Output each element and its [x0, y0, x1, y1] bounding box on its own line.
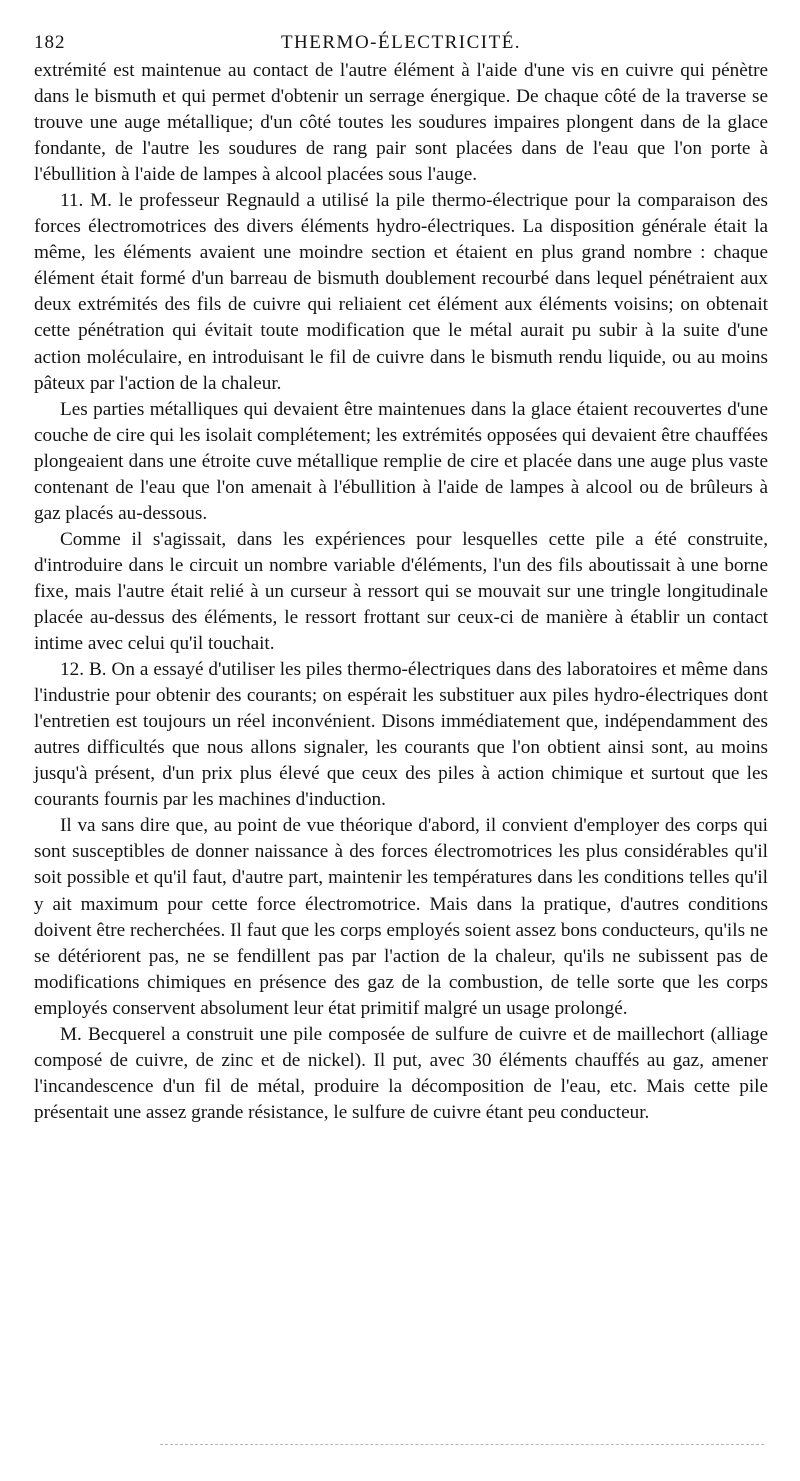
paragraph-section-12: 12. B. On a essayé d'utiliser les piles thermo-électriques dans des laboratoires et même dans l'industrie pour obtenir des courants; on espérait les substituer aux piles hydro-électriques dont l'entretien est toujours un réel inconvénient. Disons immédiatement que, indépendamment des autres difficultés que nous allons signaler, les courants que l'on obtient ainsi sont, au moins jusqu'à présent, d'un prix plus élevé que ceux des piles à action chimique et surtout que les courants fournis par les machines d'induction. [34, 659, 768, 811]
paragraph-continuation: extrémité est maintenue au contact de l'autre élément à l'aide d'une vis en cuivre qui pénètre dans le bismuth et qui permet d'obtenir un serrage énergique. De chaque côté de la traverse se trouve une auge métallique; d'un côté toutes les soudures impaires plongent dans de la glace fondante, de l'autre les soudures de rang pair sont placées dans de l'eau que l'on porte à l'ébullition à l'aide de lampes à alcool placées sous l'auge. [34, 60, 768, 186]
paragraph: Les parties métalliques qui devaient être maintenues dans la glace étaient recouvertes d'une couche de cire qui les isolait complétement; les extrémités opposées qui devaient être chauffées plongeaient dans une étroite cuve métallique remplie de cire et placée dans une auge plus vaste contenant de l'eau que l'on amenait à l'ébullition à l'aide de lampes à alcool ou de brûleurs à gaz placés au-dessous. [34, 398, 768, 524]
paragraph: Il va sans dire que, au point de vue théorique d'abord, il convient d'employer des corps qui sont susceptibles de donner naissance à des forces électromotrices les plus considérables qu'il soit possible et qu'il faut, d'autre part, maintenir les températures dans les conditions telles qu'il y ait maximum pour cette force électromotrice. Mais dans la pratique, d'autres conditions doivent être recherchées. Il faut que les corps employés soient assez bons conducteurs, qu'ils ne se détériorent pas, ne se fendillent pas par l'action de la chaleur, qu'ils ne subissent pas de modifications chimiques en présence des gaz de la combustion, de telle sorte que les corps employés conservent absolument leur état primitif malgré un usage prolongé. [34, 815, 768, 1019]
bottom-scan-artifact [160, 1444, 764, 1445]
paragraph: Comme il s'agissait, dans les expériences pour lesquelles cette pile a été construite, d'introduire dans le circuit un nombre variable d'éléments, l'un des fils aboutissait à une borne fixe, mais l'autre était relié à un curseur à ressort qui se mouvait sur une tringle longitudinale placée au-dessus des éléments, le ressort frottant sur ceux-ci de manière à établir un contact intime avec celui qu'il touchait. [34, 528, 768, 655]
paragraph-section-11: 11. M. le professeur Regnauld a utilisé la pile thermo-électrique pour la comparaison des forces électromotrices des divers éléments hydro-électriques. La disposition générale était la même, les éléments avaient une moindre section et étaient en plus grand nombre : chaque élément était formé d'un barreau de bismuth doublement recourbé dans lequel pénétraient aux deux extrémités des fils de cuivre qui reliaient cet élément aux éléments voisins; on obtenait cette pénétration qui évitait toute modification que le métal aurait pu subir à la suite d'une action moléculaire, en introduisant le fil de cuivre dans le bismuth rendu liquide, ou au moins pâteux par l'action de la chaleur. [34, 190, 768, 394]
paragraph: M. Becquerel a construit une pile composée de sulfure de cuivre et de maillechort (alliage composé de cuivre, de zinc et de nickel). Il put, avec 30 éléments chauffés au gaz, amener l'incandescence d'un fil de métal, produire la décomposition de l'eau, etc. Mais cette pile présentait une assez grande résistance, le sulfure de cuivre étant peu conducteur. [34, 1023, 768, 1123]
running-title: THERMO-ÉLECTRICITÉ. [280, 32, 522, 53]
body-text [34, 58, 768, 1126]
book-page [34, 28, 768, 1126]
page-header [34, 28, 768, 58]
page-number: 182 [34, 32, 66, 53]
